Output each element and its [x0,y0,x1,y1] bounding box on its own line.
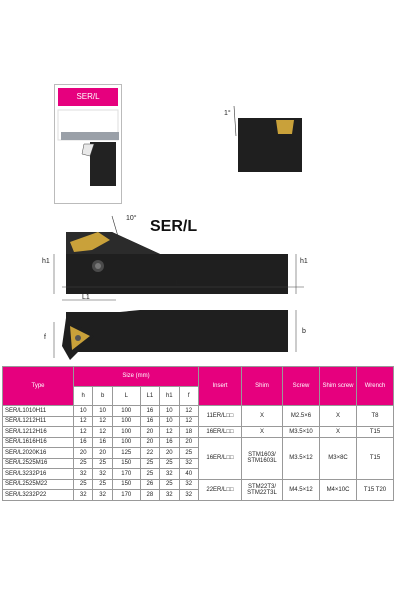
end-view-drawing [220,106,310,178]
col-L: L [112,386,140,406]
cell-f: 25 [179,448,198,459]
cell-h1: 32 [160,490,179,501]
dim-h-label: h1 [300,258,308,265]
cell-L1: 16 [140,416,159,427]
cell-L: 100 [112,416,140,427]
header-card-drawing [54,84,122,204]
cell-L: 100 [112,437,140,448]
cell-f: 20 [179,437,198,448]
cell-f: 40 [179,469,198,480]
cell-f: 32 [179,490,198,501]
cell-L1: 25 [140,469,159,480]
cell-h1: 25 [160,458,179,469]
col-type: Type [3,367,74,406]
cell-L: 125 [112,448,140,459]
cell-h: 32 [74,469,93,480]
dim-L1-label: L1 [82,294,90,301]
spec-table [2,366,394,501]
table-row [3,406,394,417]
cell-L: 170 [112,490,140,501]
cell-h: 12 [74,427,93,438]
cell-f: 32 [179,479,198,490]
cell-L1: 26 [140,479,159,490]
cell-h: 20 [74,448,93,459]
cell-type: SER/L1212H11 [3,416,74,427]
cell-f: 32 [179,458,198,469]
cell-b: 10 [93,406,112,417]
top-view-drawing [40,306,340,366]
col-wrench: Wrench [357,367,394,406]
header-card-label: SER/L [76,92,100,101]
cell-type: SER/L1212H16 [3,427,74,438]
cell-b: 12 [93,416,112,427]
cell-insert: 16ER/L□□ [199,437,242,479]
col-h1: h1 [160,386,179,406]
cell-L: 170 [112,469,140,480]
col-shimscrew: Shim screw [320,367,357,406]
cell-screw: M3.5×12 [283,437,320,479]
cell-b: 25 [93,479,112,490]
cell-f: 12 [179,416,198,427]
cell-type: SER/L1010H11 [3,406,74,417]
cell-h1: 25 [160,479,179,490]
cell-shim: X [242,427,283,438]
cell-type: SER/L2525M22 [3,479,74,490]
col-screw: Screw [283,367,320,406]
angle-top-label: 1° [224,110,231,117]
dim-L-line [60,280,310,294]
header-card [54,84,122,204]
dim-L1-line [60,294,120,306]
dim-h1-label: h1 [42,258,50,265]
col-L1: L1 [140,386,159,406]
cell-type: SER/L2525M16 [3,458,74,469]
cell-b: 16 [93,437,112,448]
cell-h: 10 [74,406,93,417]
dim-f-label: f [44,334,46,341]
cell-h1: 32 [160,469,179,480]
angle-mid-label: 10° [126,215,137,222]
cell-shim: X [242,406,283,427]
cell-L1: 25 [140,458,159,469]
cell-L: 150 [112,479,140,490]
cell-shimscrew: X [320,427,357,438]
page-title: SER/L [150,218,198,235]
table-row [3,437,394,448]
cell-L1: 22 [140,448,159,459]
cell-h: 25 [74,479,93,490]
spec-table-wrapper [2,366,394,501]
cell-screw: M3.5×10 [283,427,320,438]
cell-L: 150 [112,458,140,469]
cell-h1: 12 [160,427,179,438]
cell-type: SER/L1616H16 [3,437,74,448]
cell-shimscrew: M3×8C [320,437,357,479]
cell-type: SER/L3232P16 [3,469,74,480]
cell-h: 25 [74,458,93,469]
cell-wrench: T15 T20 [357,479,394,500]
cell-h1: 10 [160,416,179,427]
cell-h1: 20 [160,448,179,459]
cell-wrench: T15 [357,427,394,438]
cell-b: 32 [93,469,112,480]
table-row [3,479,394,490]
cell-type: SER/L3232P22 [3,490,74,501]
cell-shimscrew: X [320,406,357,427]
cell-b: 32 [93,490,112,501]
cell-type: SER/L2020K16 [3,448,74,459]
cell-insert: 22ER/L□□ [199,479,242,500]
cell-f: 18 [179,427,198,438]
dim-L-label: L [176,280,180,287]
cell-L: 100 [112,427,140,438]
cell-L: 100 [112,406,140,417]
cell-h1: 16 [160,437,179,448]
col-shim: Shim [242,367,283,406]
cell-L1: 20 [140,427,159,438]
cell-screw: M4.5×12 [283,479,320,500]
cell-L1: 20 [140,437,159,448]
cell-h: 32 [74,490,93,501]
cell-wrench: T15 [357,437,394,479]
cell-wrench: T8 [357,406,394,427]
cell-f: 12 [179,406,198,417]
table-row [3,427,394,438]
cell-h1: 10 [160,406,179,417]
col-dim-group: Size (mm) [74,367,199,387]
cell-shim: STM22T3/ STM22T3L [242,479,283,500]
cell-L1: 28 [140,490,159,501]
cell-h: 16 [74,437,93,448]
cell-shim: STM1603/ STM1603L [242,437,283,479]
cell-insert: 11ER/L□□ [199,406,242,427]
cell-b: 20 [93,448,112,459]
col-insert: Insert [199,367,242,406]
col-h: h [74,386,93,406]
col-f: f [179,386,198,406]
cell-h: 12 [74,416,93,427]
cell-L1: 16 [140,406,159,417]
cell-b: 12 [93,427,112,438]
cell-shimscrew: M4×10C [320,479,357,500]
dim-b-label: b [302,328,306,335]
cell-screw: M2.5×6 [283,406,320,427]
cell-b: 25 [93,458,112,469]
col-b: b [93,386,112,406]
cell-insert: 16ER/L□□ [199,427,242,438]
